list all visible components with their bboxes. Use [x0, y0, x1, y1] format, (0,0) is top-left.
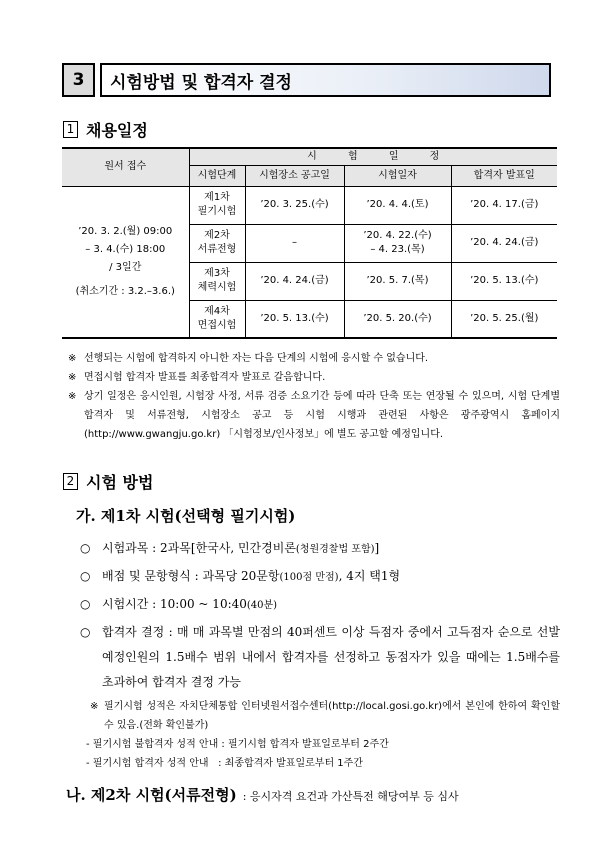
- schedule-heading: [63, 118, 148, 141]
- header-application: 원서 접수: [62, 148, 189, 186]
- note-item: ※ 선행되는 시험에 합격하지 아니한 자는 다음 단계의 시험에 응시할 수 없습니다.: [68, 353, 429, 364]
- table-row: [62, 186, 557, 224]
- application-period-cell: ’20. 3. 2.(월) 09:00 – 3. 4.(수) 18:00 / 3일간 (취소기간 : 3.2.–3.6.): [62, 186, 189, 338]
- section-title: 시험방법 및 합격자 결정: [100, 63, 551, 97]
- schedule-table: [62, 147, 557, 339]
- exam-date-cell: ’20. 5. 7.(목): [344, 262, 451, 300]
- first-exam-title: 가. 제1차 시험(선택형 필기시험): [76, 507, 296, 525]
- section-header: [62, 63, 551, 97]
- exam-date-cell: ’20. 4. 22.(수) – 4. 23.(목): [344, 224, 451, 262]
- venue-notice-cell: ’20. 4. 24.(금): [245, 262, 344, 300]
- method-heading-text: 시험 방법: [86, 473, 154, 492]
- stage-cell: 제2차 서류전형: [189, 224, 245, 262]
- header-stage: 시험단계: [189, 165, 245, 186]
- exam-date-cell: ’20. 4. 4.(토): [344, 186, 451, 224]
- schedule-heading-text: 채용일정: [86, 121, 148, 140]
- second-exam-title: 나. 제2차 시험(서류전형) : 응시자격 요건과 가산특전 해당여부 등 심사: [66, 786, 459, 804]
- exam-date-cell: ’20. 5. 20.(수): [344, 300, 451, 338]
- result-date-cell: ’20. 5. 13.(수): [451, 262, 557, 300]
- venue-notice-cell: ’20. 5. 13.(수): [245, 300, 344, 338]
- schedule-number-box: 1: [63, 121, 78, 138]
- first-exam-items: [80, 536, 560, 773]
- header-exam-date: 시험일자: [344, 165, 451, 186]
- list-item: ○ 합격자 결정 : 매 매 과목별 만점의 40퍼센트 이상 득점자 중에서 고득점자 순으로 선발예정인원의 1.5배수 범위 내에서 합격자를 선정하고 동점자가 있을 때에는 1.5배수를 초과하여 합격자 결정 가능: [80, 625, 560, 689]
- note-item: ※ 면접시험 합격자 발표를 최종합격자 발표로 갈음합니다.: [68, 372, 326, 383]
- header-venue-notice: 시험장소 공고일: [245, 165, 344, 186]
- stage-cell: 제3차 체력시험: [189, 262, 245, 300]
- venue-notice-cell: ’20. 3. 25.(수): [245, 186, 344, 224]
- list-item: ○ 시험시간 : 10:00 ~ 10:40(40분): [80, 597, 278, 611]
- dash-item: - 필기시험 합격자 성적 안내 : 최종합격자 발표일로부터 1주간: [86, 758, 363, 769]
- method-number-box: 2: [63, 473, 78, 490]
- venue-notice-cell: –: [245, 224, 344, 262]
- score-check-note: ※ 필기시험 성적은 자치단체통합 인터넷원서접수센터(http://local.gosi.go.kr)에서 본인에 한하여 확인할 수 있음.(전화 확인불가): [90, 701, 560, 731]
- stage-cell: 제1차 필기시험: [189, 186, 245, 224]
- list-item: ○ 배점 및 문항형식 : 과목당 20문항(100점 만점), 4지 택1형: [80, 569, 401, 583]
- header-result: 합격자 발표일: [451, 165, 557, 186]
- schedule-notes: [68, 349, 560, 444]
- result-date-cell: ’20. 4. 17.(금): [451, 186, 557, 224]
- result-date-cell: ’20. 4. 24.(금): [451, 224, 557, 262]
- stage-cell: 제4차 면접시험: [189, 300, 245, 338]
- section-number: 3: [62, 63, 95, 97]
- header-exam-schedule: 시 험 일 정: [189, 148, 557, 165]
- dash-item: - 필기시험 불합격자 성적 안내 : 필기시험 합격자 발표일로부터 2주간: [86, 739, 389, 750]
- note-item: ※ 상기 일정은 응시인원, 시험장 사정, 서류 검증 소요기간 등에 따라 단축 또는 연장될 수 있으며, 시험 단계별 합격자 및 서류전형, 시험장소 공고 등 시험 시행과 관련된 사항은 광주광역시 홈페이지(http://www.gwangju.go.kr) 「시험정보/인사정보」에 별도 공고할 예정입니다.: [68, 391, 560, 440]
- result-date-cell: ’20. 5. 25.(월): [451, 300, 557, 338]
- method-heading: [63, 470, 153, 493]
- list-item: ○ 시험과목 : 2과목[한국사, 민간경비론(청원경찰법 포함)]: [80, 541, 380, 555]
